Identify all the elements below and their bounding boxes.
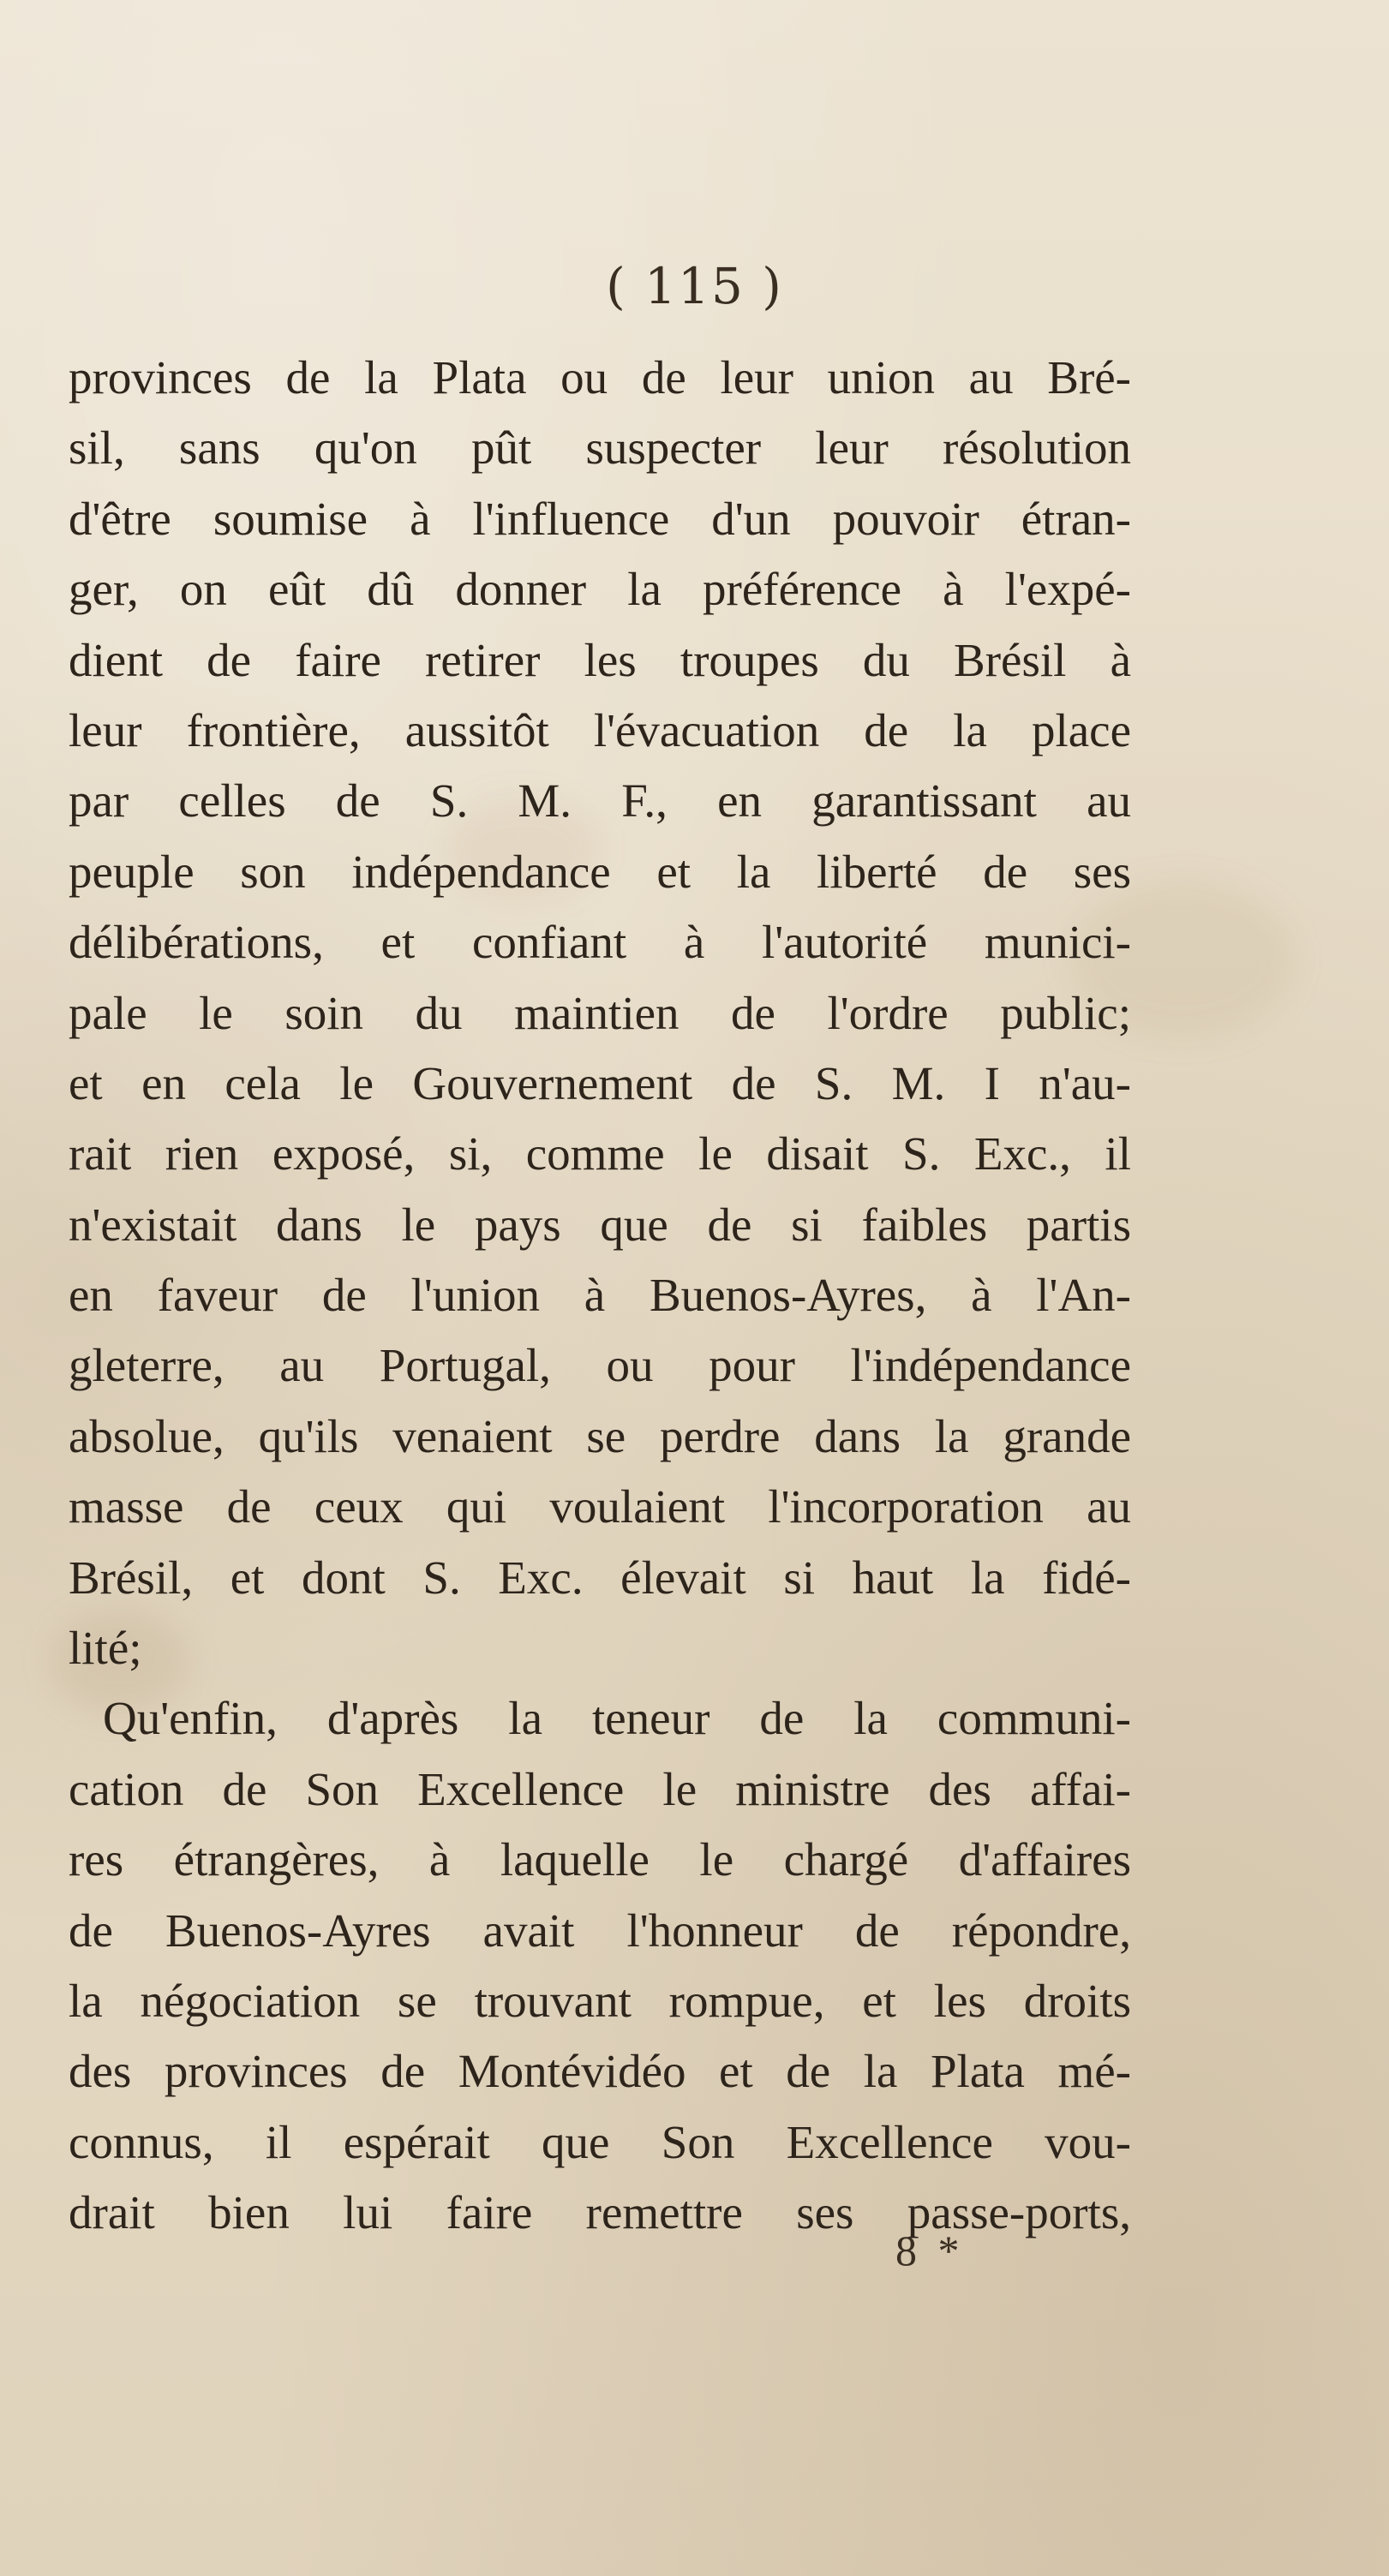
text-line: délibérations, et confiant à l'autorité munici- <box>69 916 1131 969</box>
text-line: drait bien lui faire remettre ses passe-ports, <box>69 2186 1131 2239</box>
text-line: dient de faire retirer les troupes du Brésil à <box>69 633 1131 686</box>
text-line: leur frontière, aussitôt l'évacuation de la place <box>69 703 1131 756</box>
text-line: gleterre, au Portugal, ou pour l'indépendance <box>69 1339 1131 1392</box>
text-line: res étrangères, à laquelle le chargé d'affaires <box>69 1833 1131 1886</box>
text-line: pale le soin du maintien de l'ordre public; <box>69 986 1131 1039</box>
text-line: n'existait dans le pays que de si faibles partis <box>69 1198 1131 1251</box>
text-line: par celles de S. M. F., en garantissant au <box>69 774 1131 828</box>
text-line: en faveur de l'union à Buenos-Ayres, à l'An- <box>69 1269 1131 1322</box>
text-line: absolue, qu'ils venaient se perdre dans la grande <box>69 1409 1131 1462</box>
text-line: des provinces de Montévidéo et de la Plata mé- <box>69 2045 1131 2098</box>
text-line: d'être soumise à l'influence d'un pouvoir étran- <box>69 492 1131 545</box>
body-text <box>69 343 1131 2249</box>
signature-mark: 8 * <box>895 2226 965 2274</box>
text-line: lité; <box>69 1622 142 1675</box>
text-line: cation de Son Excellence le ministre des affai- <box>69 1762 1131 1815</box>
text-line: Qu'enfin, d'après la teneur de la communi- <box>103 1692 1131 1745</box>
text-line: Brésil, et dont S. Exc. élevait si haut la fidé- <box>69 1551 1131 1604</box>
text-line: de Buenos-Ayres avait l'honneur de répondre, <box>69 1904 1131 1957</box>
text-line: et en cela le Gouvernement de S. M. I n'au- <box>69 1056 1131 1109</box>
text-line: peuple son indépendance et la liberté de ses <box>69 845 1131 898</box>
text-line: sil, sans qu'on pût suspecter leur résolution <box>69 421 1131 475</box>
text-line: la négociation se trouvant rompue, et les droits <box>69 1974 1131 2027</box>
text-line: masse de ceux qui voulaient l'incorporation au <box>69 1480 1131 1533</box>
text-line: connus, il espérait que Son Excellence vou- <box>69 2115 1131 2168</box>
text-line: provinces de la Plata ou de leur union au Bré- <box>69 351 1131 403</box>
text-line: ger, on eût dû donner la préférence à l'expé- <box>69 563 1131 616</box>
text-line: rait rien exposé, si, comme le disait S. Exc., il <box>69 1127 1131 1180</box>
page-number-header: ( 115 ) <box>606 257 783 315</box>
